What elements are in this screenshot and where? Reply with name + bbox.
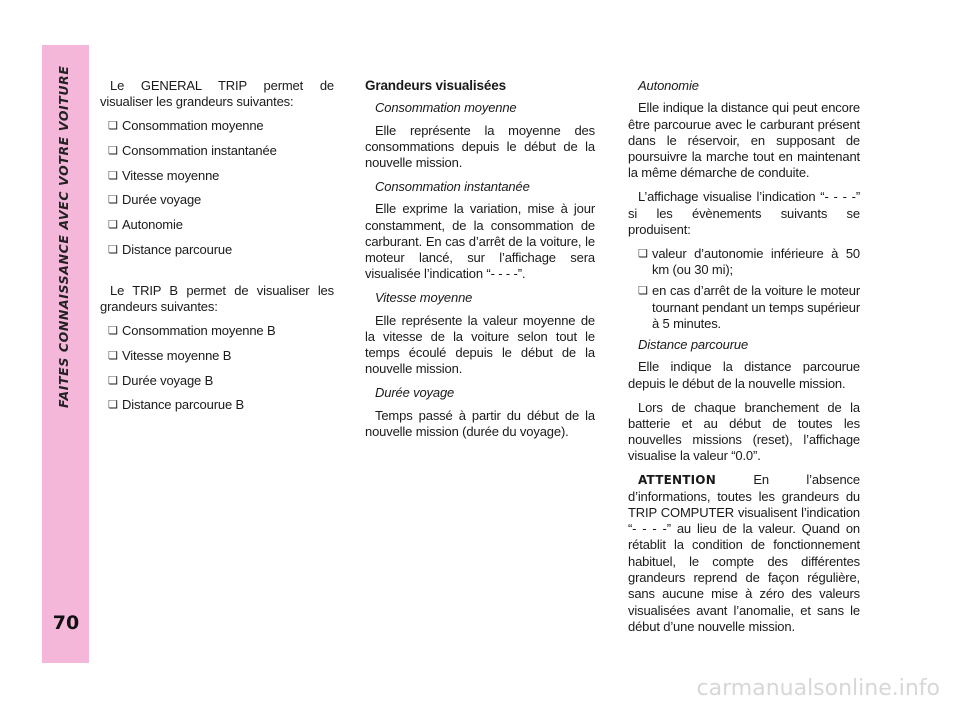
list-item: ❏ Consommation moyenne B bbox=[100, 323, 334, 339]
column-3 bbox=[628, 78, 860, 643]
subheading: Durée voyage bbox=[375, 385, 455, 401]
list-item: ❏ Durée voyage bbox=[100, 192, 334, 208]
subheading: Distance parcourue bbox=[638, 337, 749, 353]
attention-label: ATTENTION bbox=[638, 473, 716, 488]
attention-text: En l’absence d’informations, toutes les grandeurs du TRIP COMPUTER visualisent l’indication “- - - -” au lieu de la valeur. Quand on rétablit la condition de fonctionnement habituel, le compte des différentes grandeurs reprend de façon régulière, sans aucune mise à zéro des valeurs visualisées avant l’anomalie, et sans le début d’une nouvelle mission. bbox=[628, 472, 860, 634]
list-item: ❏ Consommation moyenne bbox=[100, 118, 334, 134]
paragraph: Elle représente la valeur moyenne de la vitesse de la voiture selon tout le temps écoulé depuis le début de la nouvelle mission. bbox=[365, 312, 595, 377]
subheading: Consommation instantanée bbox=[375, 178, 530, 194]
paragraph: Elle représente la moyenne des consommations depuis le début de la nouvelle mission. bbox=[365, 122, 595, 171]
attention-paragraph bbox=[628, 472, 860, 635]
paragraph: Elle indique la distance parcourue depuis le début de la nouvelle mission. bbox=[628, 359, 860, 391]
subheading: Autonomie bbox=[638, 78, 699, 93]
subheading: Consommation moyenne bbox=[375, 100, 517, 116]
chapter-title-text: FAITES CONNAISSANCE AVEC VOTRE VOITURE bbox=[56, 65, 71, 408]
trip-b-intro: Le TRIP B permet de visualiser les grandeurs suivantes: bbox=[100, 282, 334, 315]
section-heading: Grandeurs visualisées bbox=[365, 78, 506, 93]
list-item: ❏ Distance parcourue B bbox=[100, 397, 334, 413]
list-item: ❏ valeur d’autonomie inférieure à 50 km (ou 30 mi); bbox=[628, 246, 860, 279]
paragraph: Elle exprime la variation, mise à jour constamment, de la consommation de carburant. En cas d’arrêt de la voiture, le moteur lancé, sur l’affichage sera visualisée l’indication “- - - -”. bbox=[365, 201, 595, 282]
list-item: ❏ en cas d’arrêt de la voiture le moteur tournant pendant un temps supérieur à 5 minutes. bbox=[628, 283, 860, 332]
paragraph: Temps passé à partir du début de la nouvelle mission (durée du voyage). bbox=[365, 407, 595, 439]
list-item: ❏ Distance parcourue bbox=[100, 242, 334, 258]
page-number: 70 bbox=[52, 612, 80, 634]
paragraph: Elle indique la distance qui peut encore être parcourue avec le carburant présent dans le réservoir, en supposant de poursuivre la marche tout en maintenant la même démarche de conduite. bbox=[628, 100, 860, 181]
list-item: ❏ Consommation instantanée bbox=[100, 143, 334, 159]
paragraph: Lors de chaque branchement de la batterie et au début de toutes les nouvelles missions (reset), l’affichage visualise la valeur “0.0”. bbox=[628, 399, 860, 464]
paragraph: L’affichage visualise l’indication “- - - -” si les évènements suivants se produisent: bbox=[628, 189, 860, 237]
list-item: ❏ Autonomie bbox=[100, 217, 334, 233]
list-item: ❏ Vitesse moyenne bbox=[100, 168, 334, 184]
list-item: ❏ Vitesse moyenne B bbox=[100, 348, 334, 364]
list-item: ❏ Durée voyage B bbox=[100, 373, 334, 389]
column-1 bbox=[100, 78, 334, 422]
subheading: Vitesse moyenne bbox=[375, 290, 473, 306]
watermark: carmanualsonline.info bbox=[696, 676, 940, 701]
general-trip-intro: Le GENERAL TRIP permet de visualiser les grandeurs suivantes: bbox=[100, 78, 334, 110]
column-2 bbox=[365, 78, 595, 448]
